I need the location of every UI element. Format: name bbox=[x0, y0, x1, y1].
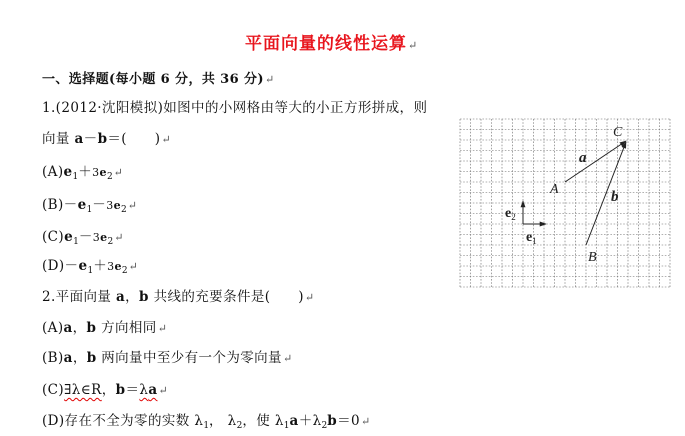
question-1-option-b bbox=[42, 196, 137, 219]
bold-symbol: b bbox=[97, 131, 108, 147]
small-bold-symbol: e bbox=[113, 199, 122, 212]
text-run: ， bbox=[101, 382, 116, 398]
text-run: (A) bbox=[42, 164, 64, 180]
text-run: － bbox=[83, 131, 98, 147]
spellcheck-flagged-text: ∃λ∈R bbox=[64, 382, 102, 398]
paragraph-mark: ↵ bbox=[408, 39, 418, 52]
question-2-stem bbox=[42, 288, 314, 307]
text-run: ，使 λ bbox=[242, 413, 284, 429]
section-heading bbox=[42, 71, 274, 89]
basis-e1-label bbox=[526, 230, 537, 246]
point-label-a: A bbox=[550, 182, 559, 197]
paragraph-mark: ↵ bbox=[127, 199, 137, 212]
bold-symbol: a bbox=[289, 413, 299, 429]
paragraph-mark: ↵ bbox=[361, 415, 371, 428]
page-title-text: 平面向量的线性运算 bbox=[245, 34, 407, 54]
text-run: ＋ bbox=[78, 164, 93, 180]
text-run: (C) bbox=[42, 382, 65, 398]
text-run: ， bbox=[125, 289, 140, 305]
bold-symbol: 一、选择题(每小题 6 分，共 36 分) bbox=[42, 72, 264, 87]
paragraph-mark: ↵ bbox=[158, 384, 168, 397]
subscript: 2 bbox=[121, 205, 127, 215]
text-run: (C) bbox=[42, 229, 65, 245]
text-run: 1.(2012·沈阳模拟)如图中的小网格由等大的小正方形拼成，则 bbox=[42, 100, 428, 116]
vector-b-label: b bbox=[611, 189, 619, 205]
text-run: 两向量中至少有一个为零向量 bbox=[96, 350, 282, 366]
subscript: 2 bbox=[321, 421, 328, 431]
question-1-option-c bbox=[42, 228, 123, 251]
small-text: 3 bbox=[92, 166, 100, 179]
spellcheck-flagged-bold-symbol: a bbox=[148, 382, 158, 398]
small-bold-symbol: e bbox=[100, 231, 108, 244]
question-1-option-d bbox=[42, 257, 138, 280]
small-bold-symbol: e bbox=[114, 260, 122, 273]
point-label-c: C bbox=[613, 125, 623, 140]
text-run: － bbox=[92, 197, 107, 213]
subscript: 2 bbox=[106, 172, 113, 182]
text-run: 向量 bbox=[42, 131, 75, 147]
bold-symbol: b bbox=[86, 350, 97, 366]
bold-symbol: a bbox=[115, 289, 126, 305]
bold-symbol: b bbox=[327, 413, 338, 429]
point-label-b: B bbox=[588, 250, 597, 265]
small-text: 3 bbox=[92, 231, 101, 244]
question-2-option-c bbox=[42, 381, 168, 400]
text-run: ＝0 bbox=[337, 413, 361, 429]
question-1-option-a bbox=[42, 163, 123, 186]
paragraph-mark: ↵ bbox=[161, 133, 171, 146]
small-text: 3 bbox=[107, 260, 115, 273]
paragraph-mark: ↵ bbox=[128, 260, 138, 273]
paragraph-mark: ↵ bbox=[282, 352, 293, 365]
subscript: 1 bbox=[87, 266, 94, 276]
subscript: 1 bbox=[73, 237, 79, 247]
text-run: ＝ bbox=[125, 382, 140, 398]
text-run: (B)－ bbox=[42, 197, 78, 213]
subscript: 1 bbox=[283, 421, 290, 431]
question-1-stem-line-1 bbox=[42, 99, 427, 117]
text-run: ＝( ) bbox=[107, 131, 161, 147]
text-run: (D)－ bbox=[42, 258, 79, 274]
text-run: ＋ bbox=[93, 258, 108, 274]
text-run: ＋λ bbox=[298, 413, 322, 429]
bold-symbol: b bbox=[86, 320, 97, 336]
basis-e1-subscript: 1 bbox=[532, 236, 537, 246]
text-run: － bbox=[78, 229, 93, 245]
text-run: (A) bbox=[42, 320, 64, 336]
page-title bbox=[245, 33, 417, 57]
paragraph-mark: ↵ bbox=[264, 73, 275, 86]
paragraph-mark: ↵ bbox=[113, 166, 123, 179]
basis-e2-subscript: 2 bbox=[511, 212, 516, 222]
grid bbox=[460, 119, 670, 287]
vector-a-label: a bbox=[579, 150, 587, 166]
text-run: ， bbox=[72, 320, 87, 336]
bold-symbol: a bbox=[63, 320, 73, 336]
subscript: 1 bbox=[72, 172, 79, 182]
bold-symbol: e bbox=[78, 258, 88, 274]
bold-symbol: e bbox=[63, 164, 73, 180]
text-run: ， λ bbox=[209, 413, 237, 429]
paragraph-mark: ↵ bbox=[114, 231, 124, 244]
subscript: 1 bbox=[203, 421, 210, 431]
bold-symbol: a bbox=[74, 131, 84, 147]
paragraph-mark: ↵ bbox=[304, 291, 315, 304]
subscript: 2 bbox=[236, 421, 243, 431]
vector-grid-figure bbox=[455, 110, 677, 296]
basis-e1-symbol: e bbox=[526, 230, 533, 245]
subscript: 1 bbox=[86, 205, 93, 215]
text-run: (D)存在不全为零的实数 λ bbox=[42, 413, 204, 429]
basis-e2-label bbox=[505, 206, 516, 222]
small-text: 3 bbox=[106, 199, 114, 212]
spellcheck-flagged-text: λ bbox=[139, 382, 149, 398]
basis-e2-symbol: e bbox=[505, 206, 512, 221]
question-2-option-b bbox=[42, 349, 292, 368]
question-2-option-a bbox=[42, 319, 167, 338]
text-run: 2.平面向量 bbox=[42, 289, 116, 305]
question-1-stem-line-2 bbox=[42, 130, 171, 149]
subscript: 2 bbox=[107, 237, 114, 247]
bold-symbol: b bbox=[139, 289, 149, 305]
text-run: (B) bbox=[42, 350, 64, 366]
small-bold-symbol: e bbox=[99, 166, 107, 179]
text-run: 共线的充要条件是( ) bbox=[148, 289, 304, 305]
text-run: 方向相同 bbox=[96, 320, 157, 336]
bold-symbol: a bbox=[63, 350, 73, 366]
text-run: ， bbox=[72, 350, 87, 366]
paragraph-mark: ↵ bbox=[157, 322, 167, 335]
subscript: 2 bbox=[121, 266, 128, 276]
vector-a-arrow bbox=[565, 141, 626, 182]
vector-b-arrow bbox=[586, 142, 626, 245]
bold-symbol: b bbox=[115, 382, 126, 398]
question-2-option-d bbox=[42, 412, 370, 435]
bold-symbol: e bbox=[77, 197, 87, 213]
bold-symbol: e bbox=[64, 229, 74, 245]
